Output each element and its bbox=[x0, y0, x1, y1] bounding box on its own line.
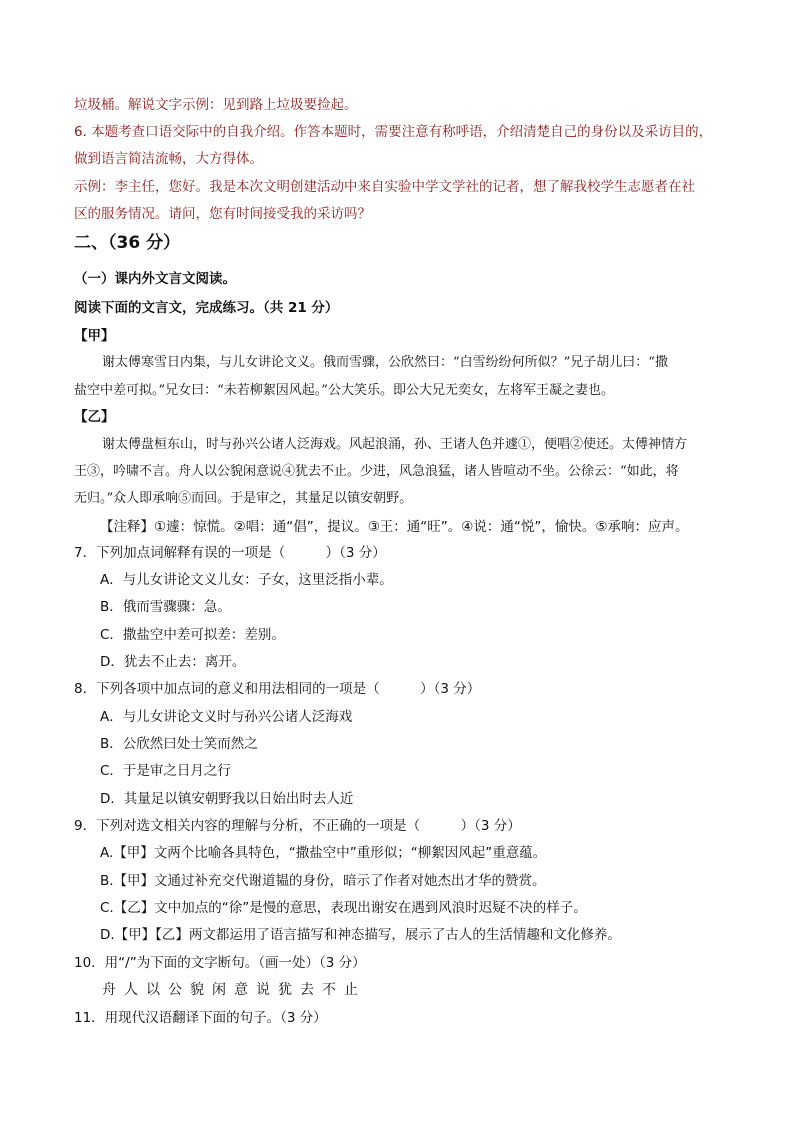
question-9-option-a: A.【甲】文两个比喻各具特色，“撒盐空中”重形似；“柳絮因风起”重意蕴。 bbox=[100, 845, 547, 861]
answer-q6-line1: 6. 本题考查口语交际中的自我介绍。作答本题时，需要注意有称呼语，介绍清楚自己的身份以及采访目的， bbox=[74, 124, 713, 140]
passage-yi-line1: 谢太傅盘桓东山，时与孙兴公诸人泛海戏。风起浪涌，孙、王诸人色并遽①，便唱②使还。太傅神情方 bbox=[102, 437, 688, 452]
question-9-stem: 9．下列对选文相关内容的理解与分析，不正确的一项是（ ）（3 分） bbox=[74, 818, 521, 834]
passage-jia-line1: 谢太傅寒雪日内集，与儿女讲论文义。俄而雪骤，公欣然曰：“白雪纷纷何所似？”兄子胡儿曰：“撒 bbox=[102, 355, 668, 370]
answer-q6-line2: 做到语言简洁流畅，大方得体。 bbox=[74, 151, 263, 167]
reading-instruction: 阅读下面的文言文，完成练习。（共 21 分） bbox=[74, 300, 339, 316]
question-10-stem: 10．用“/”为下面的文字断句。（画一处）（3 分） bbox=[74, 955, 366, 971]
question-8-option-c: C．于是审之日月之行 bbox=[100, 763, 231, 779]
question-8-option-b: B．公欣然曰处士笑而然之 bbox=[100, 736, 258, 752]
question-11-stem: 11．用现代汉语翻译下面的句子。（3 分） bbox=[74, 1010, 327, 1026]
question-9-option-c: C.【乙】文中加点的“徐”是慢的意思，表现出谢安在遇到风浪时迟疑不决的样子。 bbox=[100, 900, 587, 916]
passage-jia-label: 【甲】 bbox=[74, 328, 115, 344]
question-7-option-b: B．俄而雪骤骤：急。 bbox=[100, 599, 231, 615]
question-7-option-d: D．犹去不止去：离开。 bbox=[100, 654, 246, 670]
question-8-option-d: D．其量足以镇安朝野我以日始出时去人近 bbox=[100, 791, 354, 807]
subsection-title: （一）课内外文言文阅读。 bbox=[74, 271, 236, 287]
question-7-option-c: C．撒盐空中差可拟差：差别。 bbox=[100, 627, 285, 643]
answer-line: 垃圾桶。解说文字示例：见到路上垃圾要捡起。 bbox=[74, 97, 358, 113]
question-8-stem: 8．下列各项中加点词的意义和用法相同的一项是（ ）（3 分） bbox=[74, 681, 481, 697]
question-9-option-d: D.【甲】【乙】两文都运用了语言描写和神态描写，展示了古人的生活情趣和文化修养。 bbox=[100, 927, 621, 943]
section-title: 二、（36 分） bbox=[74, 233, 181, 253]
passage-yi-line2: 王③，吟啸不言。舟人以公貌闲意说④犹去不止。少进，风急浪猛，诸人皆喧动不坐。公徐云：“如此，将 bbox=[74, 464, 679, 479]
question-9-option-b: B.【甲】文通过补充交代谢道韫的身份，暗示了作者对她杰出才华的赞赏。 bbox=[100, 873, 546, 889]
passage-yi-line3: 无归。”众人即承响⑤而回。于是审之，其量足以镇安朝野。 bbox=[74, 491, 413, 506]
passage-yi-label: 【乙】 bbox=[74, 409, 115, 425]
annotation-notes: 【注释】①遽：惊慌。②唱：通“倡”，提议。③王：通“旺”。④说：通“悦”，愉快。⑤承响：应声。 bbox=[100, 519, 689, 535]
question-10-text: 舟人以公貌闲意说犹去不止 bbox=[102, 982, 366, 998]
question-8-option-a: A．与儿女讲论文义时与孙兴公诸人泛海戏 bbox=[100, 709, 353, 725]
answer-example-line1: 示例：李主任，您好。我是本次文明创建活动中来自实验中学文学社的记者，想了解我校学生志愿者在社 bbox=[74, 179, 695, 195]
question-7-stem: 7．下列加点词解释有误的一项是（ ）（3 分） bbox=[74, 545, 386, 561]
answer-example-line2: 区的服务情况。请问，您有时间接受我的采访吗？ bbox=[74, 206, 371, 222]
passage-jia-line2: 盐空中差可拟。”兄女曰：“未若柳絮因风起。”公大笑乐。即公大兄无奕女，左将军王凝之妻也。 bbox=[74, 383, 614, 398]
question-7-option-a: A．与儿女讲论文义儿女：子女，这里泛指小辈。 bbox=[100, 572, 393, 588]
